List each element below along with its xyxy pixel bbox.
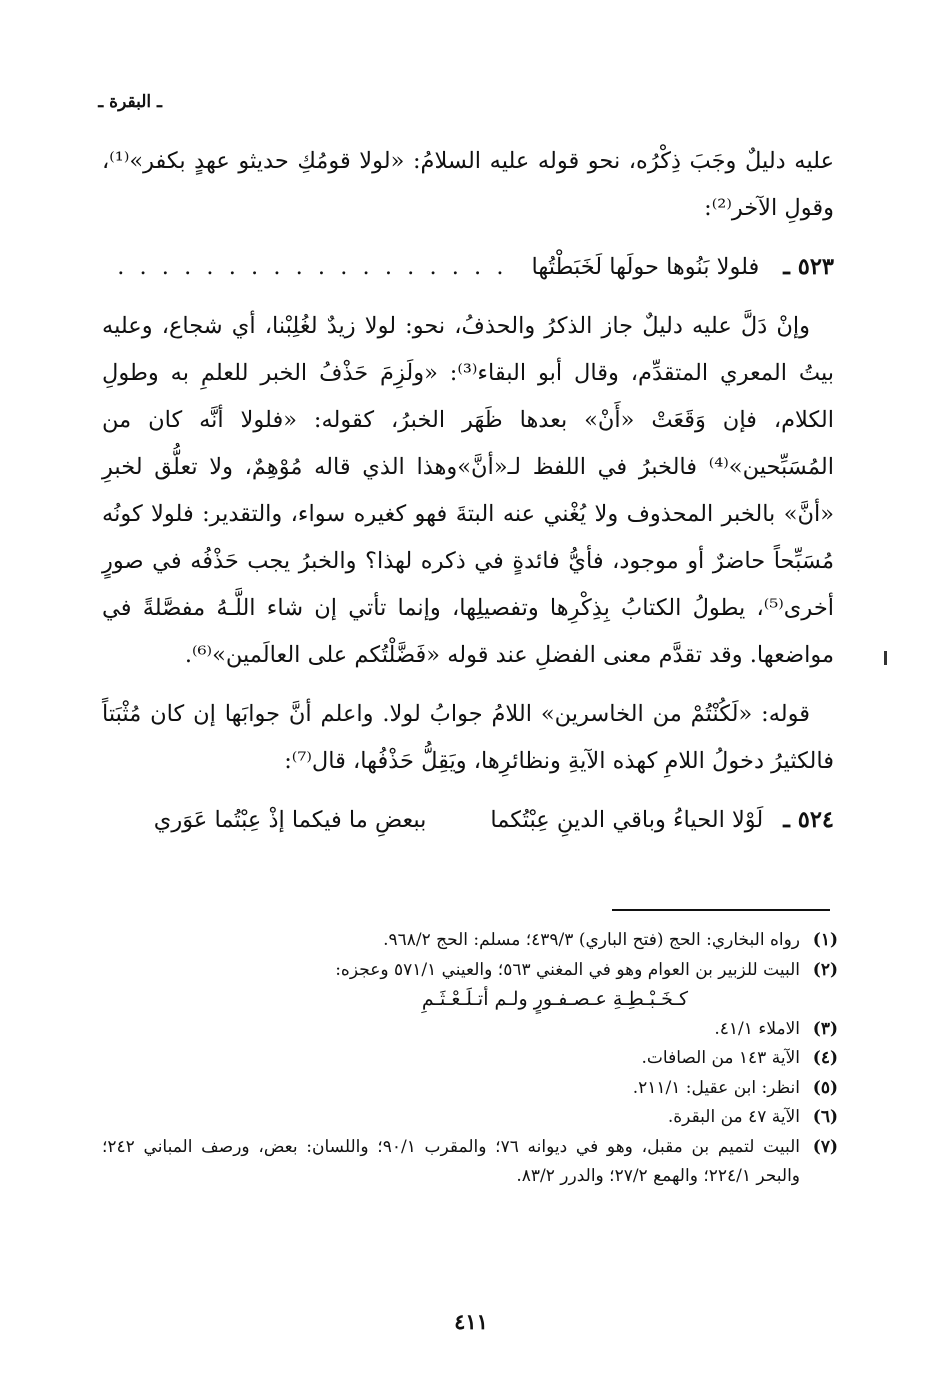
footnote-1: (١) رواه البخاري: الحج (فتح الباري) ٤٣٩/٣؛ مسلم: الحج ٩٦٨/٢. [383,930,838,950]
footnotes [102,926,838,1192]
footnote-separator [612,909,830,911]
footnote-4: (٤) الآية ١٤٣ من الصافات. [641,1048,838,1068]
verse-523 [102,244,834,291]
page-number: ٤١١ [454,1309,488,1334]
verse-number: ٥٢٤ ـ [783,807,834,833]
verse-ellipsis: . . . . . . . . . . . . . . . . . . [117,254,508,280]
verse-hemistich-1: لَوْلا الحياءُ وباقي الدينِ عِبْتُكما [490,807,764,833]
main-text [102,138,834,844]
footnote-2-verse: كـخَـبْـطِـةِ عـصـفـورٍ ولـم أتـلَـعْـثَـمِ [421,988,688,1010]
paragraph-3: قوله: «لَكُنْتُمْ من الخاسرين» اللامُ جوابُ لولا. واعلم أنَّ جوابَها إن كان مُثْبَتاً فالكثيرُ دخولُ اللامِ كهذه الآيةِ ونظائرِها، ويَقِلُّ حَذْفُها، قال⁽⁷⁾: [102,701,834,774]
paragraph-1: عليه دليلٌ وجَبَ ذِكْرُه، نحو قوله عليه السلامُ: «لولا قومُكِ حديثو عهدٍ بكفر»⁽¹⁾، وقولِ الآخر⁽²⁾: [102,148,834,221]
footnote-2: (٢) البيت للزبير بن العوام وهو في المغني ٥٦٣؛ والعيني ٥٧١/١ وعجزه: [335,959,838,980]
paragraph-2: وإنْ دَلَّ عليه دليلٌ جاز الذكرُ والحذفُ، نحو: لولا زيدٌ لغُلِبْنا، أي شجاع، وعليه بيتُ المعري المتقدِّم، وقال أبو البقاء⁽³⁾: «ولَزِمَ حَذْفُ الخبر للعلمِ به وطولِ الكلام، فإن وَقَعَتْ «أَنْ» بعدها ظَهَر الخبرُ، كقوله: «فلولا أنَّه كان من المُسَبِّحين»⁽⁴⁾ فالخبرُ في اللفظ لـ«أنَّ»وهذا الذي قاله مُوْهِمٌ، ولا تعلُّق لخبرِ «أنَّ» بالخبر المحذوف ولا يُغْني عنه البتةَ فهو كغيره سواء، والتقدير: فلولا كونُه مُسَبِّحاً حاضرٌ أو موجود، فأيُّ فائدةٍ في ذكره لهذا؟ والخبرُ يجب حَذْفُه في صورٍ أخرى⁽⁵⁾، يطولُ الكتابُ بِذِكْرِها وتفصيلِها، وإنما تأتي إن شاء اللَّـهُ مفصَّلةً في مواضعها. وقد تقدَّم معنى الفضلِ عند قوله «فَضَّلْتُكم على العالَمين»⁽⁶⁾. [102,313,835,668]
footnote-6: (٦) الآية ٤٧ من البقرة. [667,1107,838,1127]
running-header: ـ البقرة ـ [98,92,162,112]
verse-524 [102,797,834,844]
verse-hemistich-2: ببعضِ ما فيكما إذْ عِبْتُما عَوَري [153,807,427,833]
footnote-3: (٣) الاملاء ٤١/١. [714,1018,838,1039]
verse-text: فلولا بَنُوها حولَها لَخَبَطْتُها [531,254,760,280]
margin-mark [884,651,887,665]
footnote-5: (٥) انظر: ابن عقيل: ٢١١/١. [632,1077,838,1098]
verse-number: ٥٢٣ ـ [783,254,834,280]
footnote-7: (٧) البيت لتميم بن مقبل، وهو في ديوانه ٧٦؛ والمقرب ٩٠/١؛ واللسان: بعض، ورصف المباني ٢٤٢؛ والبحر ٢٢٤/١؛ والهمع ٢٧/٢؛ والدرر ٨٣/٢. [102,1136,838,1186]
